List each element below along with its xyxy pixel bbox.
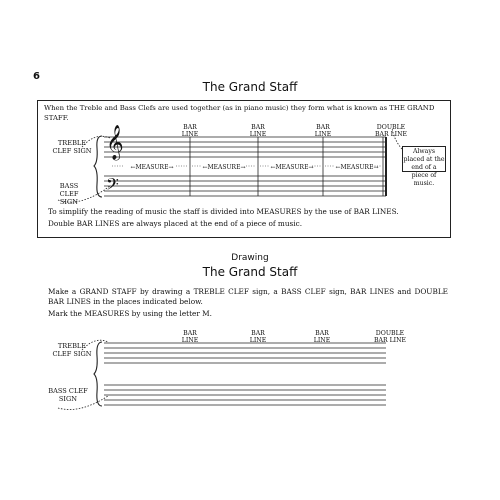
- measure-label-4: ←MEASURE→: [335, 164, 379, 171]
- bar-line-label-5: BAR LINE: [249, 330, 267, 344]
- section-title: The Grand Staff: [202, 80, 298, 94]
- intro-text: When the Treble and Bass Clefs are used together (as in piano music) they form what is known as THE GRAND STAFF.: [44, 104, 435, 122]
- measure-label-1: ←MEASURE→: [130, 164, 174, 171]
- double-bar-line-label-2: DOUBLE BAR LINE: [373, 330, 407, 344]
- measure-left-arrow: ←: [130, 164, 136, 171]
- bar-line-label-6: BAR LINE: [313, 330, 331, 344]
- drawing-subtitle: Drawing: [231, 253, 269, 263]
- treble-clef-icon: 𝄞: [106, 125, 124, 160]
- bass-clef-label-2: BASS CLEF SIGN: [48, 387, 88, 403]
- page-number: 6: [33, 71, 40, 82]
- bass-pointer-2: [58, 396, 108, 410]
- measure-label-3: ←MEASURE→: [270, 164, 314, 171]
- measure-instruction: Mark the MEASURES by using the letter M.: [48, 309, 212, 318]
- note-pointer: [392, 128, 402, 149]
- treble-staff-2: [104, 343, 386, 363]
- bass-clef-icon: 𝄢: [106, 174, 119, 198]
- brace-2: [94, 342, 102, 406]
- treble-staff-1: [104, 137, 386, 157]
- bar-line-label-1: BAR LINE: [181, 124, 199, 138]
- double-bar-text: Double BAR LINES are always placed at the end of a piece of music.: [48, 219, 303, 228]
- double-bar-note: Always placed at the end of a piece of music.: [403, 148, 445, 187]
- bass-clef-label: BASS CLEF SIGN: [59, 182, 79, 206]
- bar-line-label-2: BAR LINE: [249, 124, 267, 138]
- measure-right-arrow: →: [168, 164, 174, 171]
- bass-pointer-1: [58, 186, 110, 202]
- bar-line-label-4: BAR LINE: [181, 330, 199, 344]
- drawing-instructions: Make a GRAND STAFF by drawing a TREBLE CLEF sign, a BASS CLEF sign, BAR LINES and DOUBLE BAR LINES in the places indicated below.: [48, 287, 448, 306]
- measures-text: To simplify the reading of music the staff is divided into MEASURES by the use of BAR LINES.: [48, 207, 399, 216]
- treble-clef-label: TREBLE CLEF SIGN: [52, 139, 92, 155]
- double-bar-line-label: DOUBLE BAR LINE: [374, 124, 408, 138]
- bass-staff-1: [104, 176, 386, 196]
- brace-1: [94, 136, 102, 197]
- measure-label-2: ←MEASURE→: [202, 164, 246, 171]
- drawing-title: The Grand Staff: [202, 265, 298, 279]
- treble-clef-label-2: TREBLE CLEF SIGN: [52, 342, 92, 358]
- treble-pointer-2: [82, 340, 108, 350]
- bar-line-label-3: BAR LINE: [314, 124, 332, 138]
- bass-staff-2: [104, 385, 386, 405]
